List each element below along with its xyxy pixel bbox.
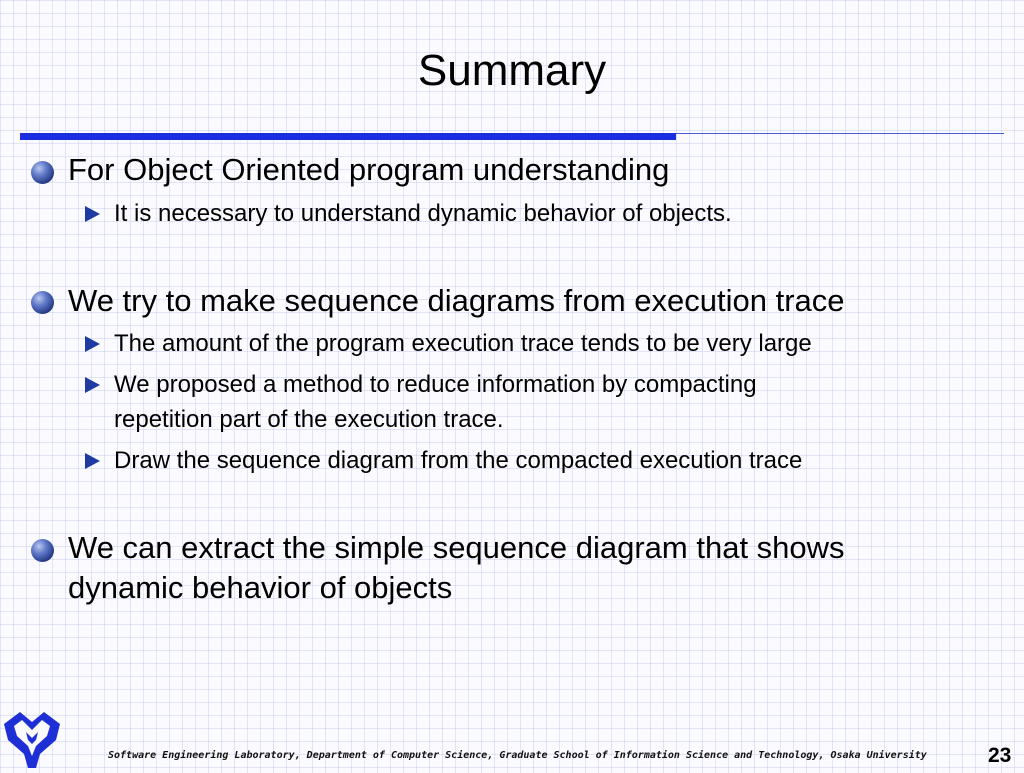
bullet-dot-icon — [31, 539, 54, 562]
bullet-2-sub-1-text: The amount of the program execution trace tends to be very large — [114, 330, 812, 357]
sub-bullet-triangle-icon — [85, 336, 100, 352]
bullet-2-sub-3-text: Draw the sequence diagram from the compacted execution trace — [114, 447, 803, 474]
bullet-1-text: For Object Oriented program understanding — [68, 152, 670, 187]
footer-affiliation: Software Engineering Laboratory, Department of Computer Science, Graduate School of Information Science and Technology, Osaka University — [108, 750, 927, 761]
bullet-dot-icon — [31, 161, 54, 184]
slide-title: Summary — [417, 46, 607, 95]
osaka-university-icon — [0, 706, 64, 768]
sub-bullet-triangle-icon — [85, 206, 100, 222]
bullet-dot-icon — [31, 291, 54, 314]
sub-bullet-triangle-icon — [85, 377, 100, 393]
bullet-1-sub-1-text: It is necessary to understand dynamic behavior of objects. — [114, 200, 732, 227]
bullet-2-sub-2-line1: We proposed a method to reduce information by compacting — [114, 371, 757, 398]
bullet-3-line1: We can extract the simple sequence diagram that shows — [68, 530, 845, 565]
bullet-3-line2: dynamic behavior of objects — [68, 570, 453, 605]
bullet-2-sub-2-line2: repetition part of the execution trace. — [114, 406, 504, 433]
page-number: 23 — [988, 744, 1012, 767]
sub-bullet-triangle-icon — [85, 453, 100, 469]
bullet-2-text: We try to make sequence diagrams from execution trace — [68, 283, 845, 318]
